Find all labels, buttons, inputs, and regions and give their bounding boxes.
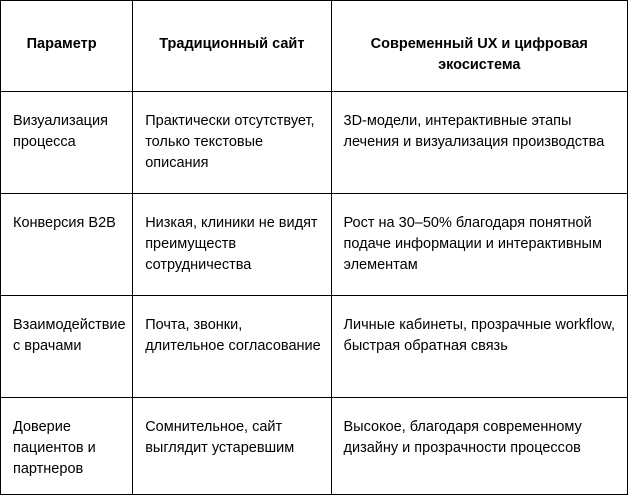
table-row [1,398,628,495]
header-label: Параметр [26,36,97,52]
table-cell [331,398,627,495]
table-cell [331,194,627,296]
cell-text: 3D-модели, интерактивные этапы лечения и визуализация производства [343,113,605,150]
header-label: Традиционный сайт [159,36,305,52]
header-cell-parameter [1,1,133,92]
table-cell [133,398,331,495]
cell-text: Личные кабинеты, прозрачные workflow, быстрая обратная связь [343,317,616,354]
table-row [1,92,628,194]
table-cell [1,92,133,194]
table-cell [133,296,331,398]
cell-text: Практически отсутствует, только текстовые описания [145,113,315,171]
table-cell [1,194,133,296]
table-row [1,296,628,398]
table-cell [133,194,331,296]
header-cell-modern [331,1,627,92]
table-cell [1,398,133,495]
table-cell [133,92,331,194]
cell-text: Почта, звонки, длительное согласование [145,317,321,354]
cell-text: Рост на 30–50% благодаря понятной подаче информации и интерактивным элементам [343,215,602,273]
cell-text: Сомнительное, сайт выглядит устаревшим [145,419,295,456]
table-cell [331,92,627,194]
table-header-row [1,1,628,92]
cell-text: Взаимодействие с врачами [13,317,126,354]
header-cell-traditional [133,1,331,92]
cell-text: Доверие пациентов и партнеров [13,419,96,477]
header-label: Современный UX и цифровая экосистема [370,36,588,73]
cell-text: Высокое, благодаря современному дизайну и прозрачности процессов [343,419,582,456]
table-row [1,194,628,296]
cell-text: Низкая, клиники не видят преимуществ сотрудничества [145,215,318,273]
cell-text: Конверсия B2B [13,215,116,231]
table-cell [331,296,627,398]
table-cell [1,296,133,398]
cell-text: Визуализация процесса [13,113,108,150]
